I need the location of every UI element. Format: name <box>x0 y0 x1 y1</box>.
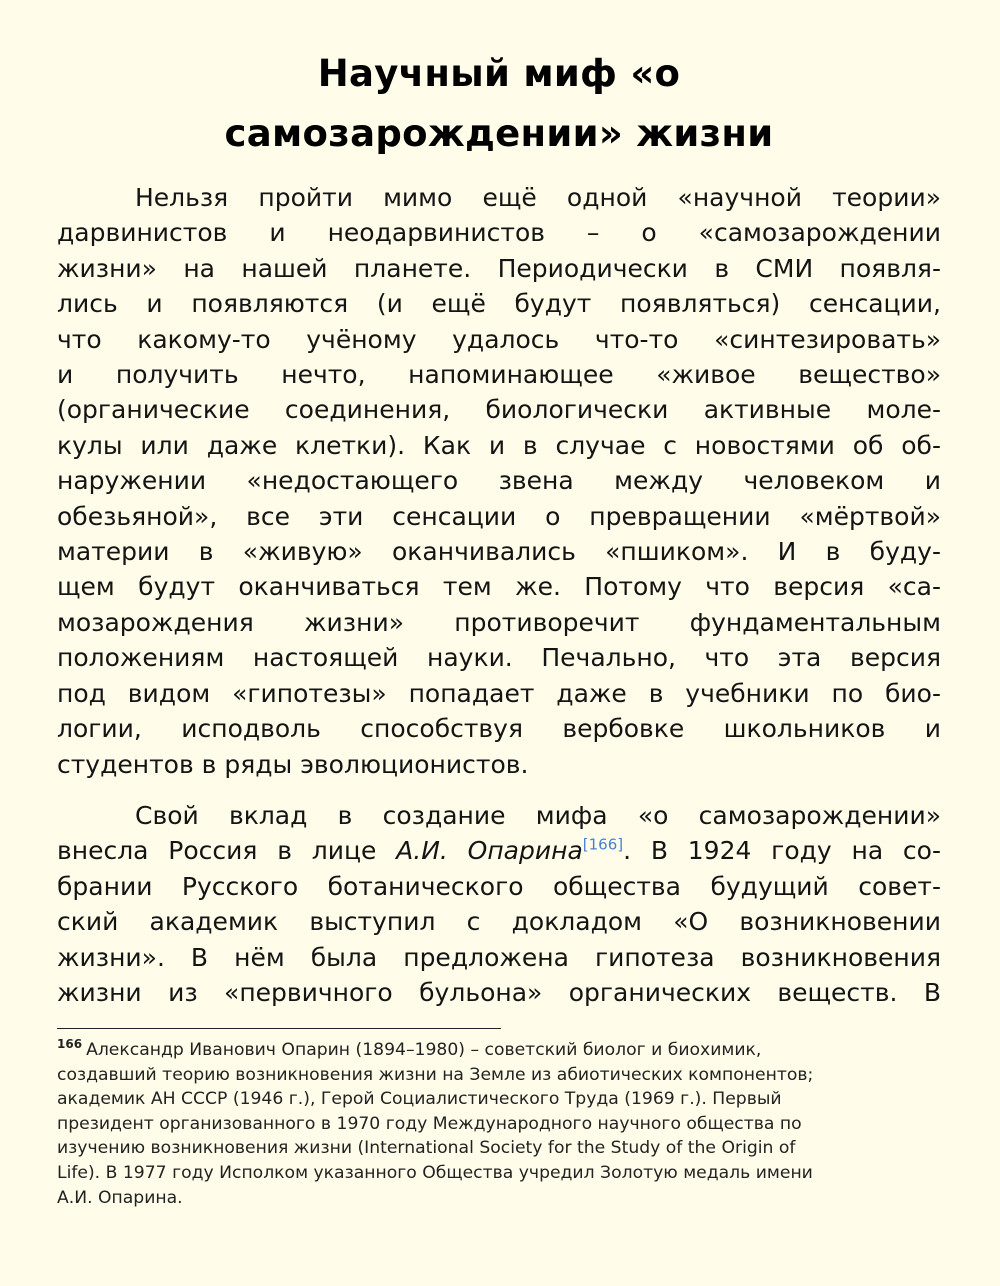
paragraph-2-line: Свой вклад в создание мифа «о самозарождении» <box>135 800 941 830</box>
paragraph-1-line: жизни» на нашей планете. Периодически в СМИ появля- <box>57 253 941 283</box>
paragraph-2-line: жизни из «первичного бульона» органических веществ. В <box>57 977 941 1007</box>
footnote-reference-link[interactable]: [166] <box>582 835 624 854</box>
footnote-line: президент организованного в 1970 году Международного научного общества по <box>57 1113 802 1134</box>
footnote-line <box>57 1038 941 1063</box>
paragraph-1-line: материи в «живую» оканчивались «пшиком». И в буду- <box>57 537 941 567</box>
footnote-line: А.И. Опарина. <box>57 1187 183 1208</box>
paragraph-1-line: кулы или даже клетки). Как и в случае с новостями об об- <box>57 430 941 460</box>
paragraph-1-line: под видом «гипотезы» попадает даже в учебники по био- <box>57 678 941 708</box>
footnote-line: изучению возникновения жизни (International Society for the Study of the Origin of <box>57 1138 796 1159</box>
paragraph-1-line: логии, исподволь способствуя вербовке школьников и <box>57 714 941 744</box>
footnote-line: Life). В 1977 году Исполком указанного Общества учредил Золотую медаль имени <box>57 1162 813 1183</box>
paragraph-2-line: брании Русского ботанического общества будущий совет- <box>57 871 941 901</box>
paragraph-2-line: жизни». В нём была предложена гипотеза возникновения <box>57 942 941 972</box>
paragraph-1-line: дарвинистов и неодарвинистов – о «самозарождении <box>57 218 941 248</box>
chapter-title-line-1: Научный миф «о <box>317 52 681 95</box>
paragraph-2-text: . В 1924 году на со- <box>623 836 941 866</box>
chapter-title <box>57 44 941 164</box>
person-name-italic: А.И. Опарина <box>396 836 583 866</box>
paragraph-1-line: студентов в ряды эволюционистов. <box>57 749 529 779</box>
paragraph-2-line-with-reference <box>57 833 941 868</box>
paragraph-1-line: и получить нечто, напоминающее «живое вещество» <box>57 360 941 390</box>
paragraph-1-line: лись и появляются (и ещё будут появляться) сенсации, <box>57 289 941 319</box>
paragraph-1 <box>57 180 941 782</box>
paragraph-1-line: (органические соединения, биологически активные моле- <box>57 395 941 425</box>
paragraph-1-line: наружении «недостающего звена между человеком и <box>57 466 941 496</box>
paragraph-1-line: обезьяной», все эти сенсации о превращении «мёртвой» <box>57 501 941 531</box>
chapter-title-line-2: самозарождении» жизни <box>224 112 774 155</box>
paragraph-1-line: что какому-то учёному удалось что-то «синтезировать» <box>57 324 941 354</box>
paragraph-2-text: внесла Россия в лице <box>57 836 397 866</box>
paragraph-2 <box>57 798 941 1010</box>
page-content <box>57 44 941 1010</box>
paragraph-1-line: щем будут оканчиваться тем же. Потому что версия «са- <box>57 572 941 602</box>
footnote-line: академик АН СССР (1946 г.), Герой Социалистического Труда (1969 г.). Первый <box>57 1089 782 1110</box>
footnote-text: Александр Иванович Опарин (1894–1980) – советский биолог и биохимик, <box>86 1040 762 1060</box>
paragraph-1-line: положениям настоящей науки. Печально, что эта версия <box>57 643 941 673</box>
paragraph-1-line: Нельзя пройти мимо ещё одной «научной теории» <box>135 183 941 212</box>
footnote-number: 166 <box>57 1037 83 1052</box>
footnote-line: создавший теорию возникновения жизни на Земле из абиотических компонентов; <box>57 1064 814 1085</box>
paragraph-1-line: мозарождения жизни» противоречит фундаментальным <box>57 607 941 637</box>
footnote-166 <box>57 1038 941 1210</box>
paragraph-2-line: ский академик выступил с докладом «О возникновении <box>57 907 941 937</box>
footnote-divider <box>57 1028 501 1029</box>
